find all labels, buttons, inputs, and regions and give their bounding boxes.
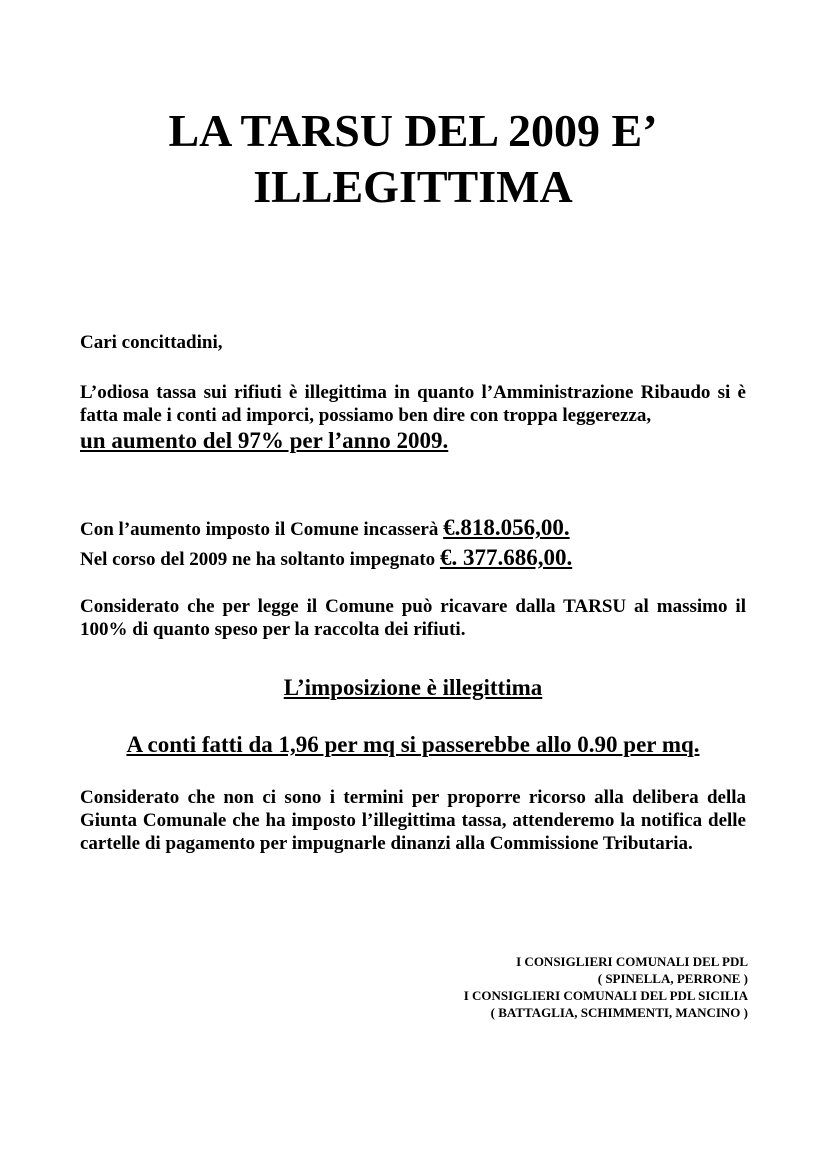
title-line-2: ILLEGITTIMA [253,161,573,212]
paragraph-1 [80,381,746,455]
signature-block [464,953,748,1021]
title-line-1: LA TARSU DEL 2009 E’ [168,105,658,156]
paragraph-3: Considerato che non ci sono i termini per proporre ricorso alla delibera della Giunta Comunale che ha imposto l’illegittima tassa, attenderemo la notifica delle cartelle di pagamento per impugnarle dinanzi alla Commissione Tributaria. [80,787,746,854]
committed-label: Nel corso del 2009 ne ha soltanto impegnato [80,549,440,570]
committed-line [80,544,746,574]
signature-line-3: I CONSIGLIERI COMUNALI DEL PDL SICILIA [463,988,748,1003]
rate-heading: A conti fatti da 1,96 per mq si passerebbe allo 0.90 per mq. [126,732,700,757]
signature-line-2: ( SPINELLA, PERRONE ) [597,971,748,986]
paragraph-1-text: L’odiosa tassa sui rifiuti è illegittima in quanto l’Amministrazione Ribaudo si è fatta male i conti ad imporci, possiamo ben dire con troppa leggerezza, [80,382,746,426]
illegitimate-heading: L’imposizione è illegittima [283,675,543,700]
revenue-line [80,514,746,544]
signature-line-4: ( BATTAGLIA, SCHIMMENTI, MANCINO ) [490,1005,748,1020]
amounts-block [80,514,746,574]
increase-highlight: un aumento del 97% per l’anno 2009. [80,428,449,453]
document-title [0,103,826,215]
signature-line-1: I CONSIGLIERI COMUNALI DEL PDL [516,954,748,969]
greeting: Cari concittadini, [80,332,223,353]
paragraph-2: Considerato che per legge il Comune può ricavare dalla TARSU al massimo il 100% di quanto speso per la raccolta dei rifiuti. [80,596,746,640]
revenue-label: Con l’aumento imposto il Comune incasserà [80,519,444,540]
committed-amount: €. 377.686,00. [439,545,573,570]
revenue-amount: €.818.056,00. [443,515,570,540]
